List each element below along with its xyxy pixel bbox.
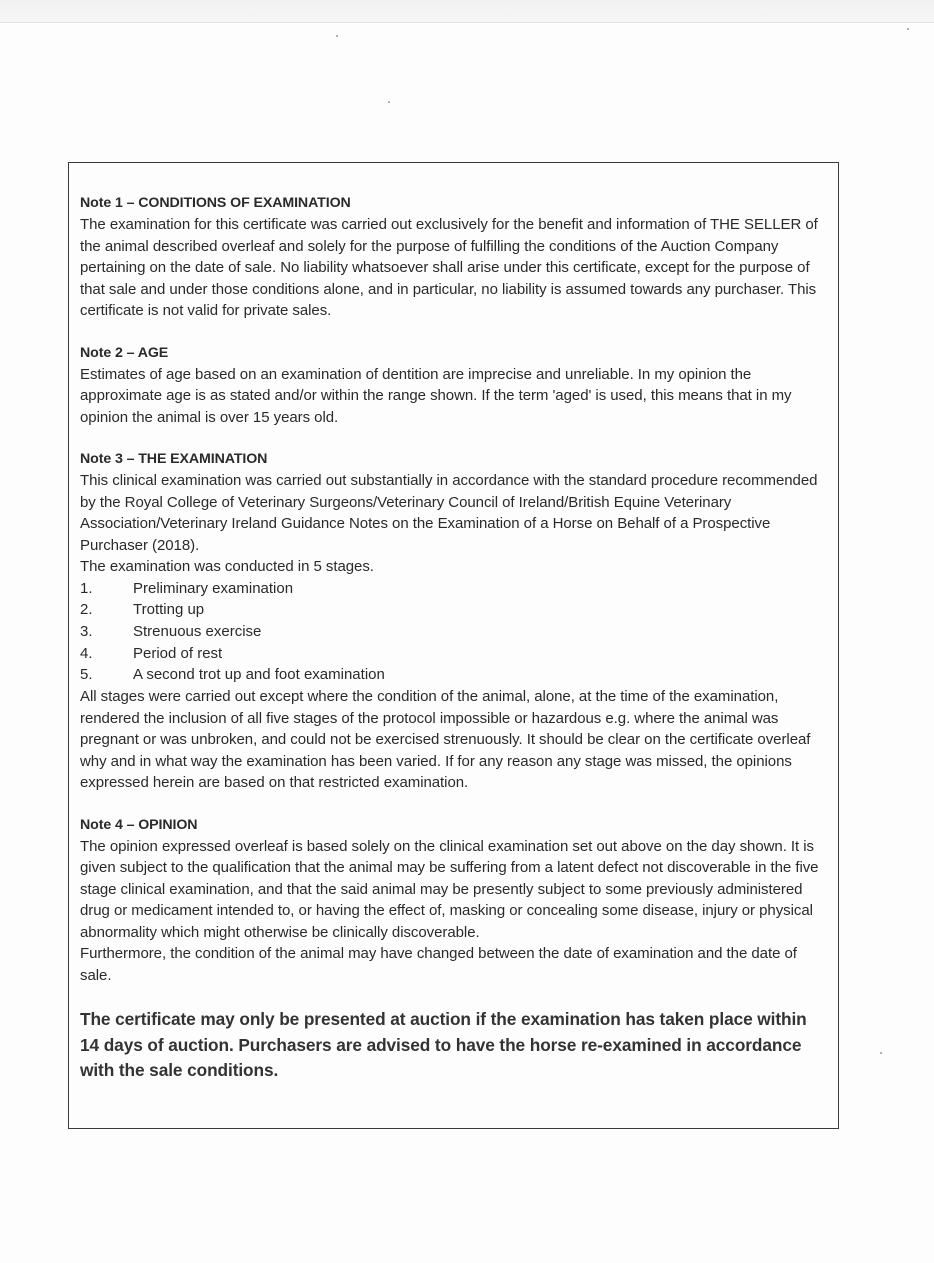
note-paragraph: Estimates of age based on an examination of dentition are imprecise and unreliable. In my opinion the approximate age is as stated and/or within the range shown. If the term 'aged' is used, this means that in my opinion the animal is over 15 years old. <box>80 365 792 426</box>
note-title: Note 4 – OPINION <box>80 816 198 833</box>
note-paragraph: All stages were carried out except where the condition of the animal, alone, at the time of the examination, rendered the inclusion of all five stages of the protocol impossible or hazardous e.g. where the animal was pregnant or was unbroken, and could not be exercised strenuously. It should be clear on the certificate overleaf why and in what way the examination has been varied. If for any reason any stage was missed, the opinions expressed herein are based on that restricted examination. <box>80 688 811 792</box>
note-title: Note 1 – CONDITIONS OF EXAMINATION <box>80 195 351 211</box>
list-item <box>80 578 828 600</box>
list-item <box>80 599 828 621</box>
stage-number: 3. <box>80 622 93 640</box>
stage-text: Preliminary examination <box>133 579 294 597</box>
note-paragraph: Furthermore, the condition of the animal may have changed between the date of examination and the date of sale. <box>80 945 797 984</box>
note-title: Note 2 – AGE <box>80 344 169 361</box>
note-age <box>80 343 828 429</box>
stages-list <box>80 578 828 687</box>
stage-text: Period of rest <box>133 644 223 662</box>
scan-speck <box>880 1052 882 1054</box>
stage-number: 4. <box>80 644 93 662</box>
list-item <box>80 664 828 686</box>
note-the-examination <box>80 449 828 794</box>
note-opinion <box>80 815 828 987</box>
note-title: Note 3 – THE EXAMINATION <box>80 451 268 467</box>
note-paragraph: This clinical examination was carried out substantially in accordance with the standard procedure recommended by the Royal College of Veterinary Surgeons/Veterinary Council of Ireland/British Equine Veterinary Association/Veterinary Ireland Guidance Notes on the Examination of a Horse on Behalf of a Prospective Purchaser (2018). <box>80 472 818 554</box>
certificate-notes-box <box>68 162 839 1129</box>
list-item <box>80 621 828 643</box>
scan-speck <box>388 101 390 103</box>
stage-text: A second trot up and foot examination <box>133 666 385 684</box>
note-paragraph: The opinion expressed overleaf is based solely on the clinical examination set out above on the day shown. It is given subject to the qualification that the animal may be suffering from a latent defect not discoverable in the five stage clinical examination, and that the said animal may be presently subject to some previously administered drug or medicament intended to, or having the effect of, masking or concealing some disease, injury or physical abnormality which might otherwise be clinically discoverable. <box>80 837 819 941</box>
stage-text: Trotting up <box>133 601 205 619</box>
list-item <box>80 643 828 665</box>
scan-speck <box>336 35 338 37</box>
stage-number: 5. <box>80 666 93 684</box>
scan-edge <box>0 0 934 23</box>
stage-number: 2. <box>80 601 93 619</box>
note-conditions-of-examination <box>80 193 828 322</box>
stage-text: Strenuous exercise <box>133 622 262 640</box>
scan-speck <box>907 28 909 30</box>
stages-intro: The examination was conducted in 5 stages. <box>80 558 374 575</box>
final-auction-notice: The certificate may only be presented at auction if the examination has taken place within 14 days of auction. Purchasers are advised to have the horse re-examined in accordance with the sale conditions. <box>80 1009 807 1081</box>
stage-number: 1. <box>80 579 93 597</box>
note-paragraph: The examination for this certificate was carried out exclusively for the benefit and information of THE SELLER of the animal described overleaf and solely for the purpose of fulfilling the conditions of the Auction Company pertaining on the date of sale. No liability whatsoever shall arise under this certificate, except for the purpose of that sale and under those conditions alone, and in particular, no liability is assumed towards any purchaser. This certificate is not valid for private sales. <box>80 216 818 319</box>
